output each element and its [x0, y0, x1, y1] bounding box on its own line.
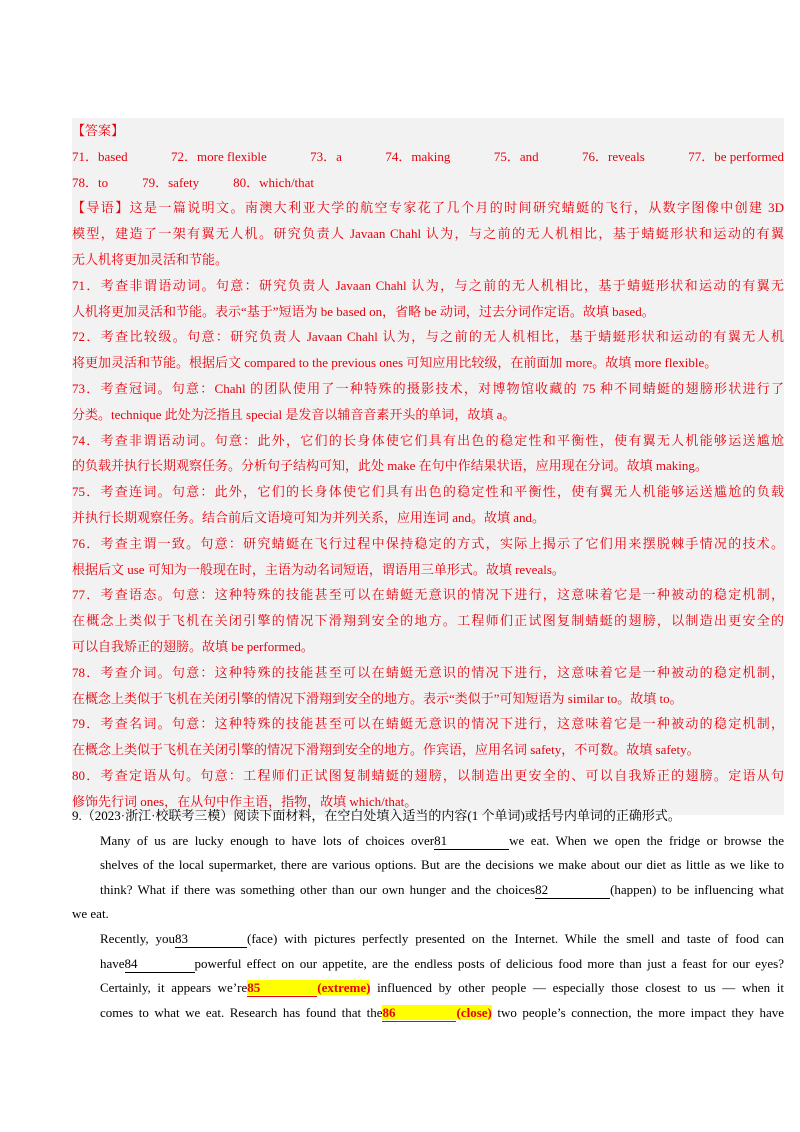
explanation-75-line-2: 并执行长期观察任务。结合前后文语境可知为并列关系，应用连词 and。故填 and。 [72, 509, 546, 525]
p3-line-1: Certainly, it appears we’re85 (extreme) influenced by other people — especially those closest to us — when it [100, 980, 784, 996]
question-9 [72, 804, 784, 1025]
explanation-77-line-3: 可以自我矫正的翅膀。故填 be performed。 [72, 638, 314, 654]
explanation-80-line-2: 修饰先行词 ones，在从句中作主语，指物，故填 which/that。 [72, 793, 418, 809]
blank-84[interactable]: 84 [125, 956, 195, 973]
blank-86[interactable]: 86 [382, 1005, 456, 1022]
highlight-85 [247, 980, 370, 995]
answer-71: 71．based [72, 148, 128, 164]
explanation-75-line-1: 75．考查连词。句意：此外，它们的长身体使它们具有出色的稳定性和平衡性，使有翼无人机能够运送尴尬的负载 [72, 484, 784, 500]
explanation-73-line-2: 分类。technique 此处为泛指且 special 是发音以辅音音素开头的单词，故填 a。 [72, 406, 516, 422]
answer-section [72, 118, 784, 815]
blank-81[interactable]: 81 [434, 833, 509, 850]
blank-82[interactable]: 82 [535, 882, 610, 899]
question-header: 9.（2023·浙江·校联考三模）阅读下面材料，在空白处填入适当的内容(1 个单词)或括号内单词的正确形式。 [72, 808, 681, 823]
explanation-78-line-2: 在概念上类似于飞机在关闭引擎的情况下滑翔到安全的地方。表示“类似于”可知短语为 similar to。故填 to。 [72, 690, 683, 706]
intro-text-1: 这是一篇说明文。南澳大利亚大学的航空专家花了几个月的时间研究蜻蜓的飞行，从数字图像中创建 3D [129, 200, 784, 216]
explanation-77-line-2: 在概念上类似于飞机在关闭引擎的情况下滑翔到安全的地方。工程师们正试图复制蜻蜓的翅膀，以制造出更安全的 [72, 613, 784, 629]
explanation-78-line-1: 78．考查介词。句意：这种特殊的技能甚至可以在蜻蜓无意识的情况下进行，这意味着它是一种被动的稳定机制， [72, 664, 784, 680]
intro-line-2: 模型，建造了一架有翼无人机。研究负责人 Javaan Chahl 认为，与之前的无人机相比，基于蜻蜓形状和运动的有翼 [72, 226, 784, 242]
p2-line-1: Recently, you83 (face) with pictures perfectly presented on the Internet. While the smell and taste of food can [100, 930, 784, 946]
p1-line-4: we eat. [72, 906, 109, 922]
answer-79: 79．safety [142, 174, 200, 190]
p1-line-3: think? What if there was something other than our own hunger and the choices82 (happen) to be influencing what [100, 881, 784, 897]
explanation-72-line-2: 将更加灵活和节能。根据后文 compared to the previous ones 可知应用比较级，在前面加 more。故填 more flexible。 [72, 355, 718, 371]
answer-80: 80．which/that [233, 174, 315, 190]
paragraph-3 [72, 976, 784, 1025]
blank-85[interactable]: 85 [247, 980, 317, 997]
answer-74: 74．making [385, 148, 451, 164]
answer-76: 76．reveals [582, 148, 645, 164]
p1-line-1: Many of us are lucky enough to have lots of choices over81 we eat. When we open the fridge or browse the [100, 832, 784, 848]
answer-header: 【答案】 [72, 123, 125, 138]
intro-label: 【导语】 [72, 200, 130, 216]
explanation-79-line-1: 79．考查名词。句意：这种特殊的技能甚至可以在蜻蜓无意识的情况下进行，这意味着它是一种被动的稳定机制， [72, 716, 784, 732]
explanation-76-line-2: 根据后文 use 可知为一般现在时，主语为动名词短语，谓语用三单形式。故填 reveals。 [72, 561, 565, 577]
explanation-71-line-1: 71．考查非谓语动词。句意：研究负责人 Javaan Chahl 认为，与之前的无人机相比，基于蜻蜓形状和运动的有翼无 [72, 277, 784, 293]
paragraph-1 [72, 829, 784, 927]
hint-86: (close) [456, 1004, 492, 1020]
explanation-71-line-2: 人机将更加灵活和节能。表示“基于”短语为 be based on，省略 be 动词，过去分词作定语。故填 based。 [72, 303, 655, 319]
answer-73: 73．a [310, 148, 342, 164]
answer-77: 77．be performed [688, 148, 784, 164]
paragraph-2 [72, 927, 784, 976]
intro-line-3: 无人机将更加灵活和节能。 [72, 251, 229, 267]
explanation-77-line-1: 77．考查语态。句意：这种特殊的技能甚至可以在蜻蜓无意识的情况下进行，这意味着它是一种被动的稳定机制， [72, 587, 784, 603]
answers-row-2 [72, 170, 784, 196]
intro-line-1 [72, 195, 784, 221]
explanation-72-line-1: 72．考查比较级。句意：研究负责人 Javaan Chahl 认为，与之前的无人机相比，基于蜻蜓形状和运动的有翼无人机 [72, 329, 784, 345]
p2-line-2: have84 powerful effect on our appetite, are the endless posts of delicious food more than just a feast for our eyes? [100, 955, 784, 971]
p3-line-2: comes to what we eat. Research has found that the86 (close) two people’s connection, the more impact they have [100, 1004, 784, 1020]
answer-75: 75．and [493, 148, 539, 164]
explanation-76-line-1: 76．考查主谓一致。句意：研究蜻蜓在飞行过程中保持稳定的方式，实际上揭示了它们用来摆脱棘手情况的技术。 [72, 535, 784, 551]
answers-row-1 [72, 144, 784, 170]
explanation-73-line-1: 73．考查冠词。句意：Chahl 的团队使用了一种特殊的摄影技术，对博物馆收藏的 75 种不同蜻蜓的翅膀形状进行了 [72, 380, 784, 396]
hint-85: (extreme) [317, 980, 371, 996]
highlight-86 [382, 1005, 491, 1020]
explanation-79-line-2: 在概念上类似于飞机在关闭引擎的情况下滑翔到安全的地方。作宾语，应用名词 safety，不可数。故填 safety。 [72, 742, 700, 758]
answer-78: 78．to [72, 174, 109, 190]
blank-83[interactable]: 83 [175, 931, 247, 948]
explanation-74-line-2: 的负载并执行长期观察任务。分析句子结构可知，此处 make 在句中作结果状语，应用现在分词。故填 making。 [72, 458, 708, 474]
explanation-80-line-1: 80．考查定语从句。句意：工程师们正试图复制蜻蜓的翅膀，以制造出更安全的、可以自我矫正的翅膀。定语从句 [72, 767, 784, 783]
explanation-74-line-1: 74．考查非谓语动词。句意：此外，它们的长身体使它们具有出色的稳定性和平衡性，使有翼无人机能够运送尴尬 [72, 432, 784, 448]
answer-72: 72．more flexible [171, 148, 267, 164]
p1-line-2: shelves of the local supermarket, there are various options. But are the decisions we make about our diet as little as we like to [100, 857, 784, 873]
